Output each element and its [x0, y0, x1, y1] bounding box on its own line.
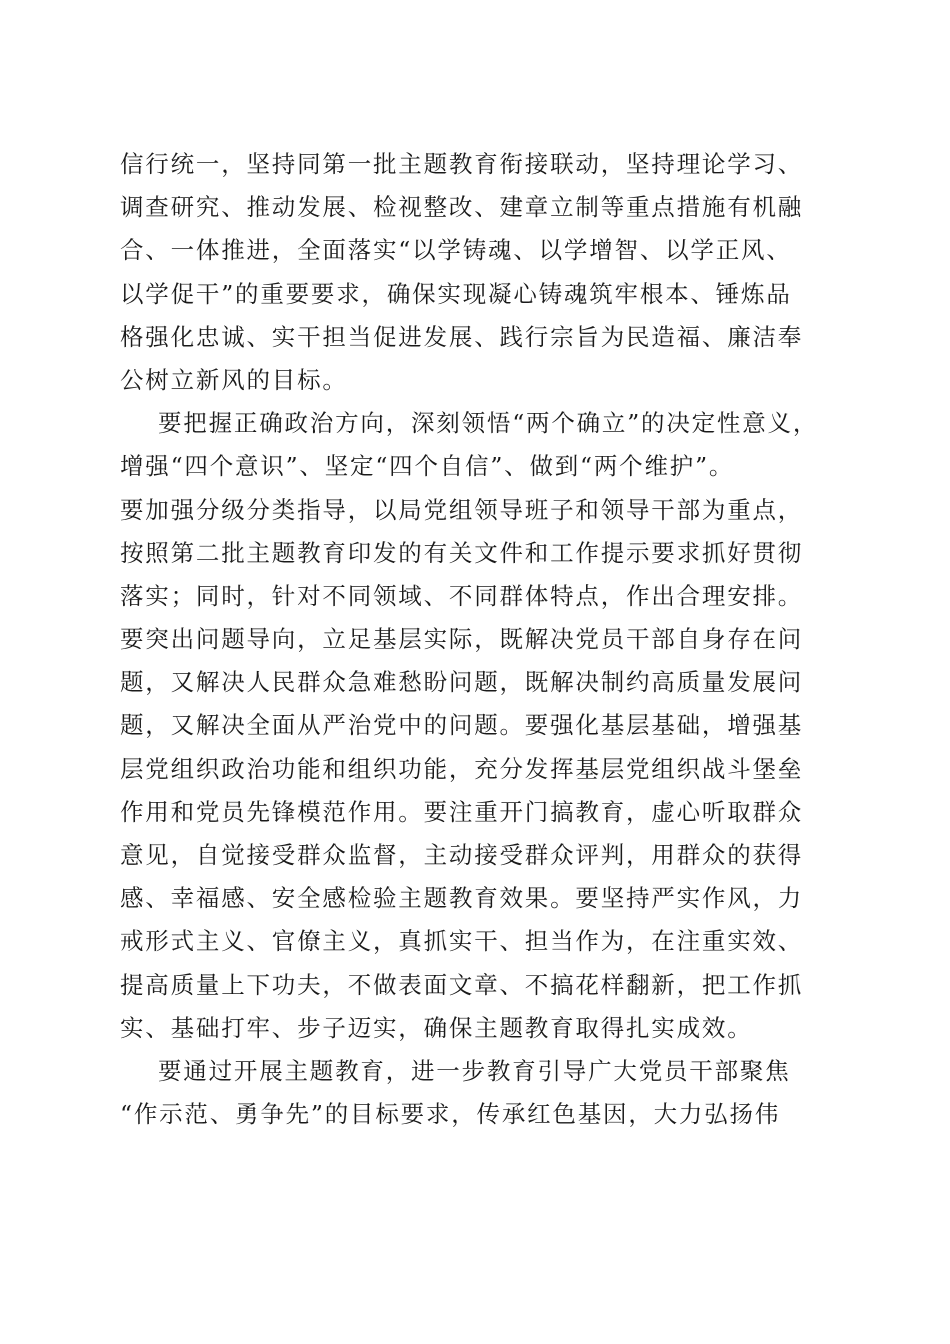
text-line: 层党组织政治功能和组织功能，充分发挥基层党组织战斗堡垒	[120, 754, 804, 783]
text-line: 合、一体推进，全面落实“以学铸魂、以学增智、以学正风、	[120, 236, 792, 265]
text-line: 信行统一，坚持同第一批主题教育衔接联动，坚持理论学习、	[120, 150, 804, 178]
text-line: 公树立新风的目标。	[120, 365, 348, 394]
text-line: “作示范、勇争先”的目标要求，传承红色基因，大力弘扬伟	[120, 1100, 781, 1129]
text-line: 落实；同时，针对不同领域、不同群体特点，作出合理安排。	[120, 581, 804, 610]
paragraph-first-line: 要把握正确政治方向，深刻领悟“两个确立”的决定性意义，	[158, 409, 819, 438]
body-text	[120, 143, 830, 1136]
text-line: 提高质量上下功夫，不做表面文章、不搞花样翻新，把工作抓	[120, 970, 804, 999]
text-line: 戒形式主义、官僚主义，真抓实干、担当作为，在注重实效、	[120, 927, 804, 956]
text-line: 以学促干”的重要要求，确保实现凝心铸魂筑牢根本、锤炼品	[120, 279, 792, 308]
text-line: 调查研究、推动发展、检视整改、建章立制等重点措施有机融	[120, 193, 804, 222]
text-line: 题，又解决人民群众急难愁盼问题，既解决制约高质量发展问	[120, 668, 804, 697]
text-line: 格强化忠诚、实干担当促进发展、践行宗旨为民造福、廉洁奉	[120, 322, 804, 351]
text-line: 要突出问题导向，立足基层实际，既解决党员干部自身存在问	[120, 625, 804, 654]
text-line: 作用和党员先锋模范作用。要注重开门搞教育，虚心听取群众	[120, 797, 804, 826]
text-line: 按照第二批主题教育印发的有关文件和工作提示要求抓好贯彻	[120, 538, 804, 567]
text-line: 意见，自觉接受群众监督，主动接受群众评判，用群众的获得	[120, 841, 804, 869]
text-line: 要加强分级分类指导，以局党组领导班子和领导干部为重点，	[120, 495, 804, 524]
text-line: 题，又解决全面从严治党中的问题。要强化基层基础，增强基	[120, 711, 804, 740]
text-line: 增强“四个意识”、坚定“四个自信”、做到“两个维护”。	[120, 452, 735, 481]
text-line: 感、幸福感、安全感检验主题教育效果。要坚持严实作风，力	[120, 884, 804, 913]
text-line: 实、基础打牢、步子迈实，确保主题教育取得扎实成效。	[120, 1013, 753, 1042]
paragraph-first-line: 要通过开展主题教育，进一步教育引导广大党员干部聚焦	[158, 1056, 791, 1085]
